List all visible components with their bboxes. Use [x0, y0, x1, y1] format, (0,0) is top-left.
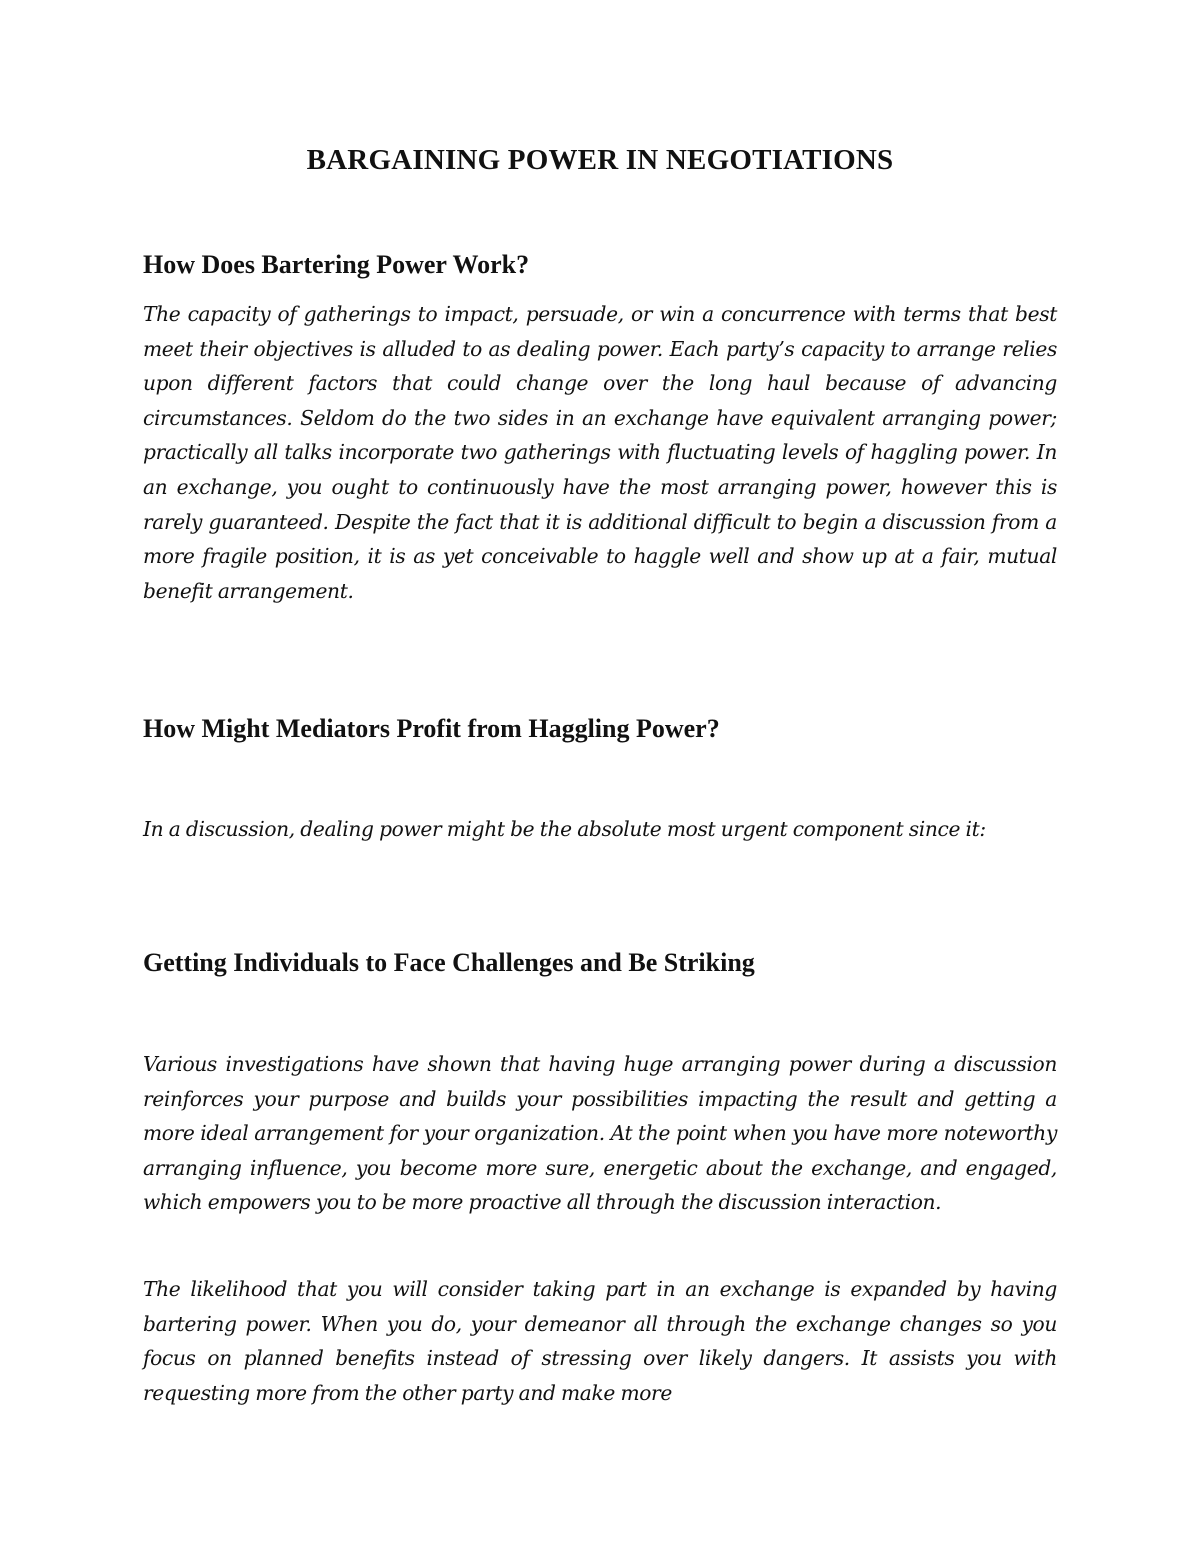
section-heading: How Might Mediators Profit from Haggling Power? — [143, 714, 720, 743]
section-heading: How Does Bartering Power Work? — [143, 250, 530, 279]
section-paragraph: The likelihood that you will consider taking part in an exchange is expanded by having bartering power. When you do, your demeanor all through the exchange changes so you focus on planned benefits instead of stressing over likely dangers. It assists you with requesting more from the other party and make more — [143, 1277, 1057, 1405]
section-paragraph: In a discussion, dealing power might be the absolute most urgent component since it: — [143, 817, 986, 841]
section-paragraph: Various investigations have shown that having huge arranging power during a discussion reinforces your purpose and builds your possibilities impacting the result and getting a more ideal arrangement for your organization. At the point when you have more noteworthy arranging influence, you become more sure, energetic about the exchange, and engaged, which empowers you to be more proactive all through the discussion interaction. — [143, 1052, 1057, 1215]
section-heading: Getting Individuals to Face Challenges and Be Striking — [143, 948, 755, 977]
document-title: BARGAINING POWER IN NEGOTIATIONS — [306, 144, 894, 176]
section-paragraph: The capacity of gatherings to impact, persuade, or win a concurrence with terms that best meet their objectives is alluded to as dealing power. Each party’s capacity to arrange relies upon different factors that could change over the long haul because of advancing circumstances. Seldom do the two sides in an exchange have equivalent arranging power; practically all talks incorporate two gatherings with fluctuating levels of haggling power. In an exchange, you ought to continuously have the most arranging power, however this is rarely guaranteed. Despite the fact that it is additional difficult to begin a discussion from a more fragile position, it is as yet conceivable to haggle well and show up at a fair, mutual benefit arrangement. — [143, 302, 1057, 603]
